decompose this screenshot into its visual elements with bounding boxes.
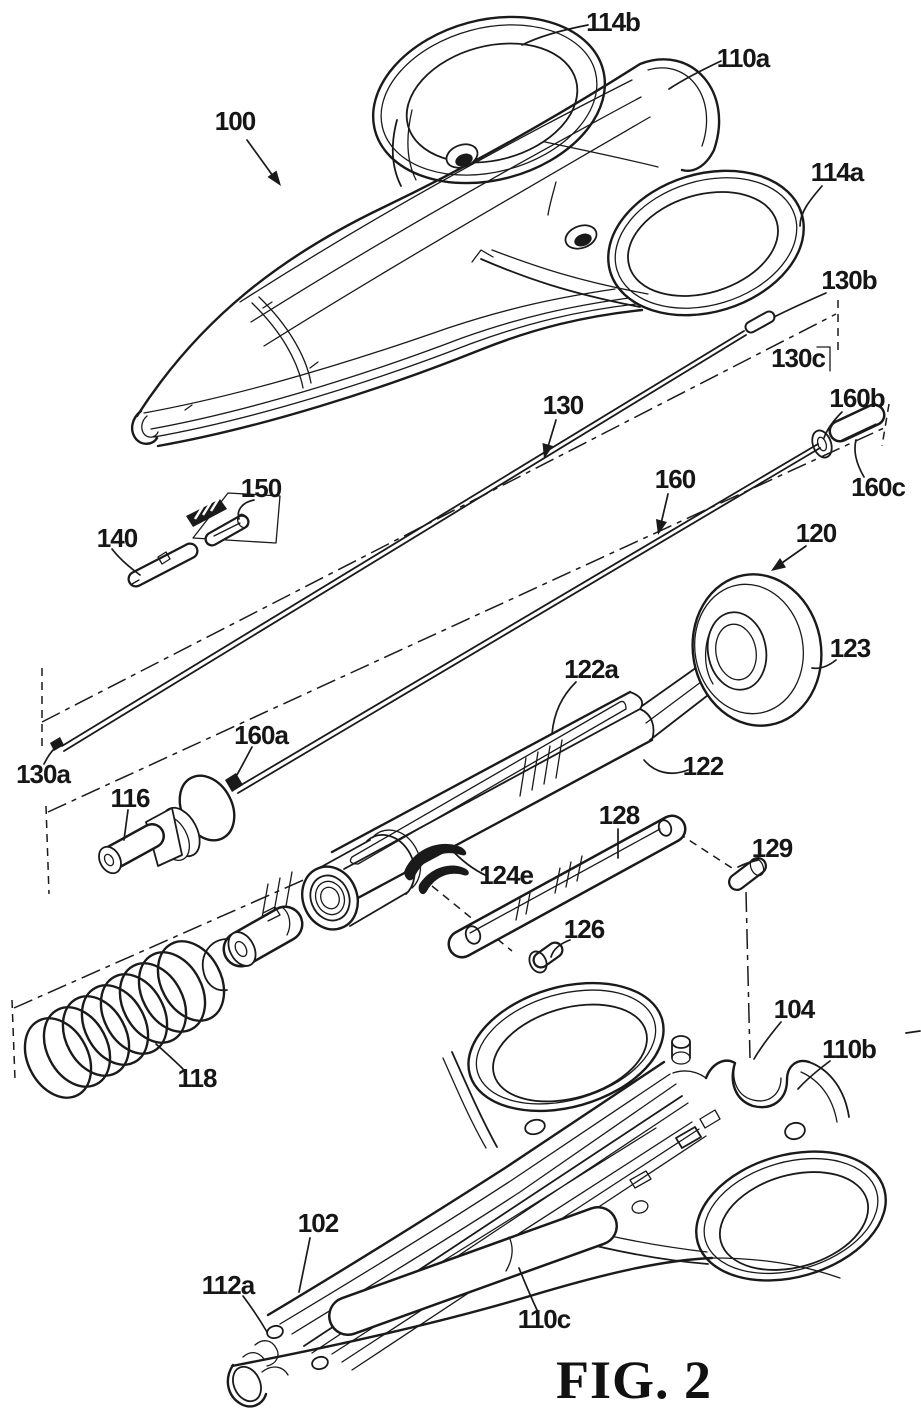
finger-ring-lower-left-outer xyxy=(453,962,678,1132)
ref-label-130: 130 xyxy=(542,390,584,420)
ref-label-130a: 130a xyxy=(16,759,70,789)
ref-label-150: 150 xyxy=(240,473,282,503)
spring-coil xyxy=(31,996,123,1098)
arrowhead-100 xyxy=(268,171,282,187)
ref-label-128: 128 xyxy=(598,800,640,830)
finger-ring-114b-outer xyxy=(354,0,623,208)
tip-hole-112a xyxy=(266,1324,285,1340)
leader-120 xyxy=(779,546,806,565)
leader-130b xyxy=(774,293,826,317)
arrowheads xyxy=(268,171,787,572)
ref-label-124e: 124e xyxy=(479,860,533,890)
ref-label-160: 160 xyxy=(654,464,696,494)
leader-100 xyxy=(247,140,273,176)
spring-coil xyxy=(88,963,180,1065)
housing-web-lines xyxy=(393,120,640,307)
leader-110b xyxy=(798,1061,830,1089)
ref-label-110b: 110b xyxy=(822,1034,876,1064)
link-to-pin129-dash xyxy=(678,833,732,868)
leader-160a xyxy=(234,747,252,780)
tip-hole xyxy=(311,1355,330,1371)
ref-label-122: 122 xyxy=(682,751,724,781)
ref-label-123: 123 xyxy=(829,633,871,663)
ref-label-102: 102 xyxy=(297,1208,339,1238)
slide-sleeve-110c-core xyxy=(348,1226,598,1316)
finger-ring-114a-outer xyxy=(590,148,822,338)
ref-label-118: 118 xyxy=(177,1063,217,1093)
ref-label-110c: 110c xyxy=(517,1304,571,1334)
ref-label-116: 116 xyxy=(110,783,150,813)
striped-pin-150 xyxy=(186,499,227,527)
spring-coil xyxy=(69,974,161,1076)
figure-caption: FIG. 2 xyxy=(555,1350,713,1410)
ref-label-160a: 160a xyxy=(234,720,288,750)
spring-coil xyxy=(107,952,199,1054)
lock-parts-140-150 xyxy=(132,493,280,584)
cross-pin-160a xyxy=(225,773,243,792)
axis-bracket-left-160 xyxy=(46,806,49,894)
leader-102 xyxy=(299,1238,310,1292)
ref-label-114b: 114b xyxy=(586,7,640,37)
ref-label-112a: 112a xyxy=(201,1270,255,1300)
ref-label-122a: 122a xyxy=(564,654,618,684)
ref-label-100: 100 xyxy=(214,106,256,136)
link-128-and-pins xyxy=(462,818,766,975)
pin129-down-axis xyxy=(746,892,750,1058)
axis-bracket-left-spring xyxy=(12,1000,15,1080)
ref-label-129: 129 xyxy=(751,833,793,863)
spring-coil xyxy=(50,985,142,1087)
lower-housing-half xyxy=(228,962,901,1407)
ref-label-104: 104 xyxy=(773,994,815,1024)
ref-label-160c: 160c xyxy=(851,472,905,502)
pivot-boss-bottom xyxy=(672,1052,690,1064)
spring-118-and-coupler xyxy=(12,907,290,1109)
edge-tick xyxy=(906,1031,920,1033)
frame-hole xyxy=(524,1118,547,1137)
ref-label-110a: 110a xyxy=(716,43,770,73)
arrowhead-120 xyxy=(771,558,786,571)
ref-label-140: 140 xyxy=(96,523,138,553)
ref-label-130b: 130b xyxy=(821,265,877,295)
ref-label-130c: 130c xyxy=(771,343,825,373)
ref-label-120: 120 xyxy=(795,518,837,548)
frame-hole xyxy=(783,1121,806,1142)
leader-104 xyxy=(754,1022,781,1059)
ref-label-160b: 160b xyxy=(829,383,885,413)
leader-112a xyxy=(243,1296,267,1332)
ref-label-114a: 114a xyxy=(810,157,864,187)
pusher-bar-tip xyxy=(50,737,64,751)
pivot-boss-top xyxy=(672,1036,690,1048)
slide-rod-140-core xyxy=(136,551,190,579)
frame-hole xyxy=(631,1199,650,1215)
finger-ring-114b-inner xyxy=(393,25,591,180)
spring-coil xyxy=(12,1007,104,1109)
ref-label-126: 126 xyxy=(563,914,605,944)
leader-122 xyxy=(644,760,688,773)
